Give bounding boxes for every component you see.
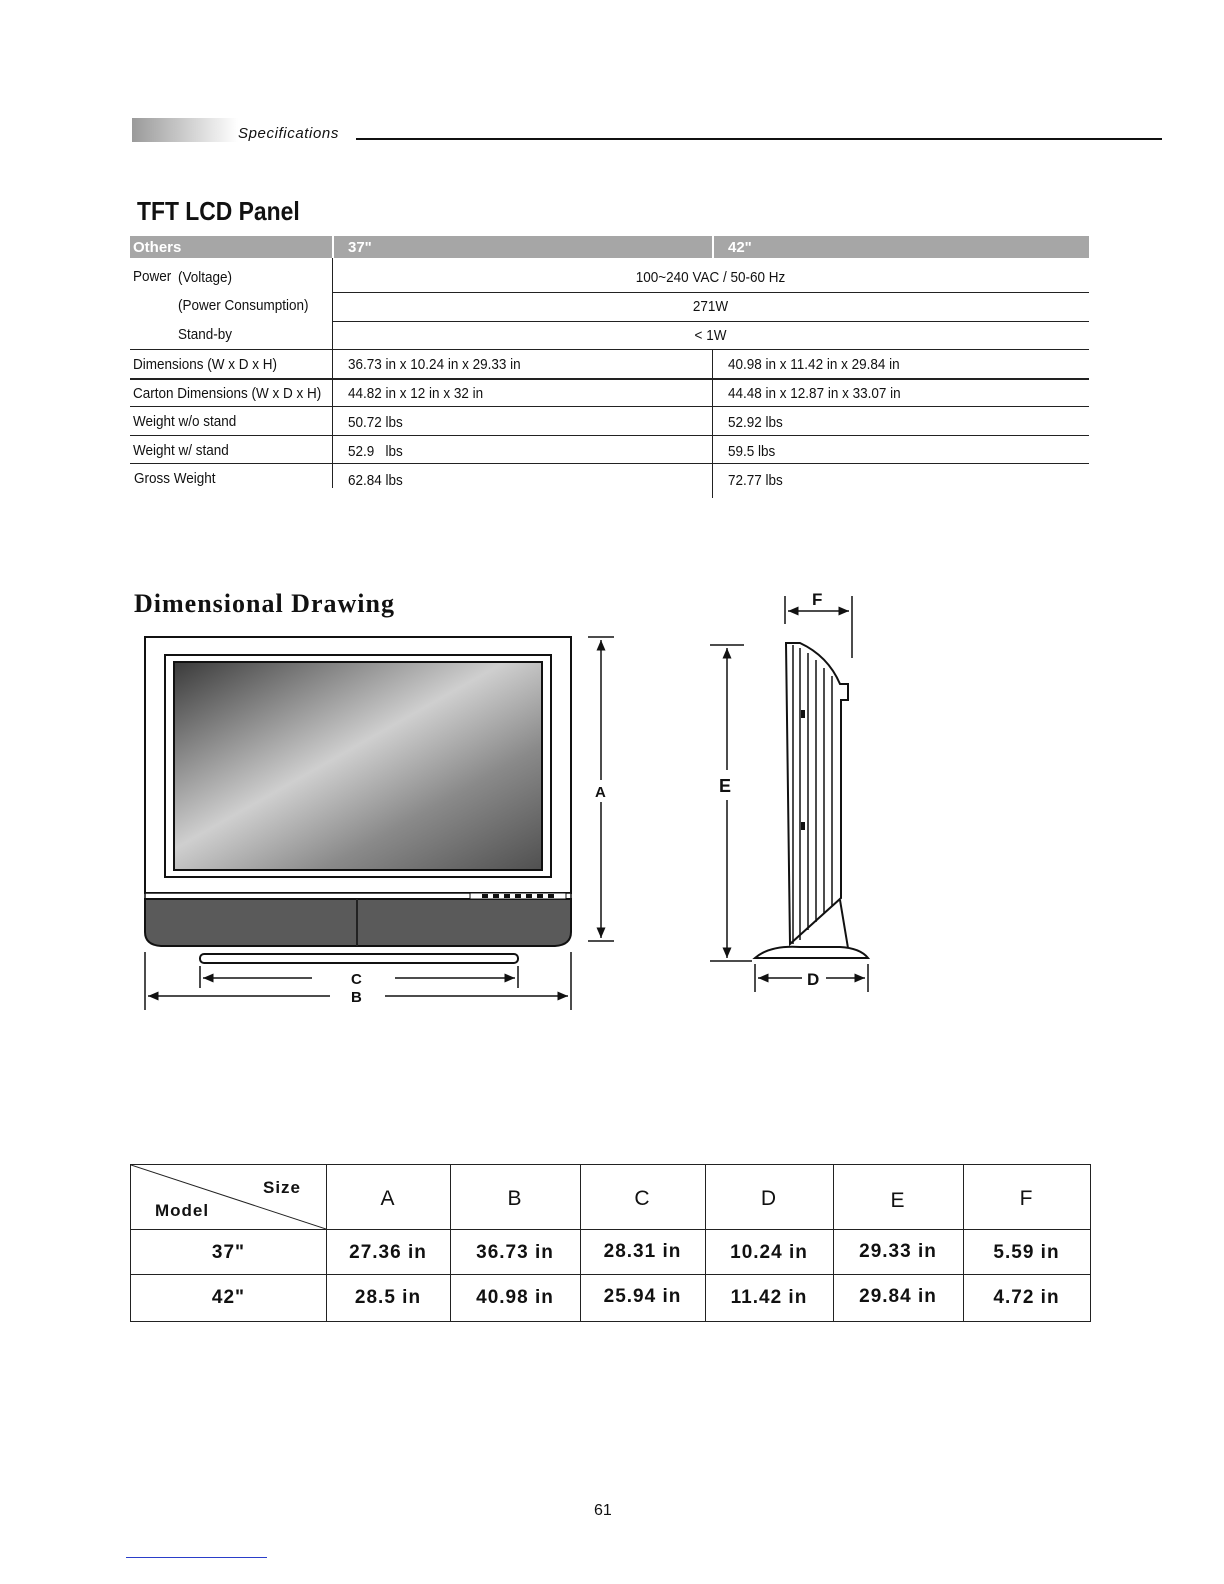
side-stand-base bbox=[755, 947, 868, 958]
value-37: 50.72 lbs bbox=[348, 414, 403, 431]
dim-label-c: C bbox=[351, 971, 362, 988]
row-shared-value: < 1W bbox=[694, 327, 727, 344]
value-b-42: 40.98 in bbox=[476, 1287, 554, 1308]
value-f-42: 4.72 in bbox=[993, 1287, 1060, 1308]
row-shared-value: 271W bbox=[692, 298, 729, 315]
row-sublabel: Stand-by bbox=[178, 326, 233, 343]
dim-label-e: E bbox=[719, 776, 732, 796]
col-header-others: Others bbox=[133, 239, 182, 256]
row-sublabel: (Voltage) bbox=[178, 269, 233, 286]
table-divider bbox=[131, 1274, 1090, 1275]
model-42: 42" bbox=[211, 1287, 246, 1308]
value-42: 72.77 lbs bbox=[728, 472, 783, 489]
col-header-e: E bbox=[890, 1189, 906, 1212]
col-header-c: C bbox=[634, 1187, 651, 1210]
value-c-42: 25.94 in bbox=[603, 1286, 682, 1307]
tv-stand-base bbox=[200, 954, 518, 963]
dim-label-f: F bbox=[812, 590, 823, 609]
dim-label-a: A bbox=[595, 784, 606, 801]
row-label: Dimensions (W x D x H) bbox=[133, 356, 278, 373]
value-c-37: 28.31 in bbox=[603, 1241, 682, 1262]
row-label: Weight w/o stand bbox=[133, 413, 237, 430]
value-42: 40.98 in x 11.42 in x 29.84 in bbox=[728, 356, 900, 373]
col-header-37: 37" bbox=[348, 239, 372, 256]
row-label: Carton Dimensions (W x D x H) bbox=[133, 385, 322, 402]
col-header-d: D bbox=[760, 1187, 778, 1210]
table-divider bbox=[131, 1229, 1090, 1230]
model-37: 37" bbox=[211, 1242, 246, 1263]
value-d-42: 11.42 in bbox=[730, 1287, 808, 1308]
value-42: 44.48 in x 12.87 in x 33.07 in bbox=[728, 385, 901, 402]
value-37: 52.9 lbs bbox=[348, 443, 403, 460]
row-label: Power bbox=[133, 268, 172, 285]
corner-model-label: Model bbox=[155, 1201, 210, 1220]
row-label: Gross Weight bbox=[134, 470, 216, 487]
value-e-42: 29.84 in bbox=[859, 1286, 937, 1307]
row-shared-value: 100~240 VAC / 50-60 Hz bbox=[635, 269, 786, 286]
value-42: 52.92 lbs bbox=[728, 414, 783, 431]
row-label: Weight w/ stand bbox=[133, 442, 229, 459]
section-title: Specifications bbox=[238, 125, 339, 142]
value-42: 59.5 lbs bbox=[728, 443, 776, 460]
col-header-42: 42" bbox=[728, 239, 752, 256]
tv-screen bbox=[174, 662, 542, 870]
value-b-37: 36.73 in bbox=[476, 1242, 554, 1263]
dim-label-b: B bbox=[351, 989, 362, 1006]
dim-label-d: D bbox=[807, 970, 820, 989]
value-d-37: 10.24 in bbox=[730, 1242, 808, 1263]
value-f-37: 5.59 in bbox=[993, 1242, 1060, 1263]
value-a-37: 27.36 in bbox=[349, 1242, 427, 1263]
value-37: 36.73 in x 10.24 in x 29.33 in bbox=[348, 356, 521, 373]
col-header-a: A bbox=[380, 1187, 396, 1210]
tv-side-view bbox=[755, 643, 868, 958]
value-a-42: 28.5 in bbox=[354, 1287, 422, 1308]
corner-size-label: Size bbox=[263, 1178, 302, 1197]
value-37: 62.84 lbs bbox=[348, 472, 403, 489]
footer-link-underline[interactable] bbox=[126, 1557, 267, 1558]
dimensional-drawing-heading: Dimensional Drawing bbox=[134, 589, 395, 618]
size-table bbox=[130, 1164, 1091, 1322]
value-37: 44.82 in x 12 in x 32 in bbox=[348, 385, 484, 402]
value-e-37: 29.33 in bbox=[859, 1241, 937, 1262]
tft-heading: TFT LCD Panel bbox=[137, 196, 300, 226]
tv-front-view bbox=[145, 637, 571, 963]
col-header-f: F bbox=[1019, 1187, 1034, 1210]
control-buttons bbox=[470, 893, 566, 899]
row-sublabel: (Power Consumption) bbox=[178, 297, 309, 314]
page-number: 61 bbox=[594, 1502, 612, 1519]
col-header-b: B bbox=[507, 1187, 523, 1210]
